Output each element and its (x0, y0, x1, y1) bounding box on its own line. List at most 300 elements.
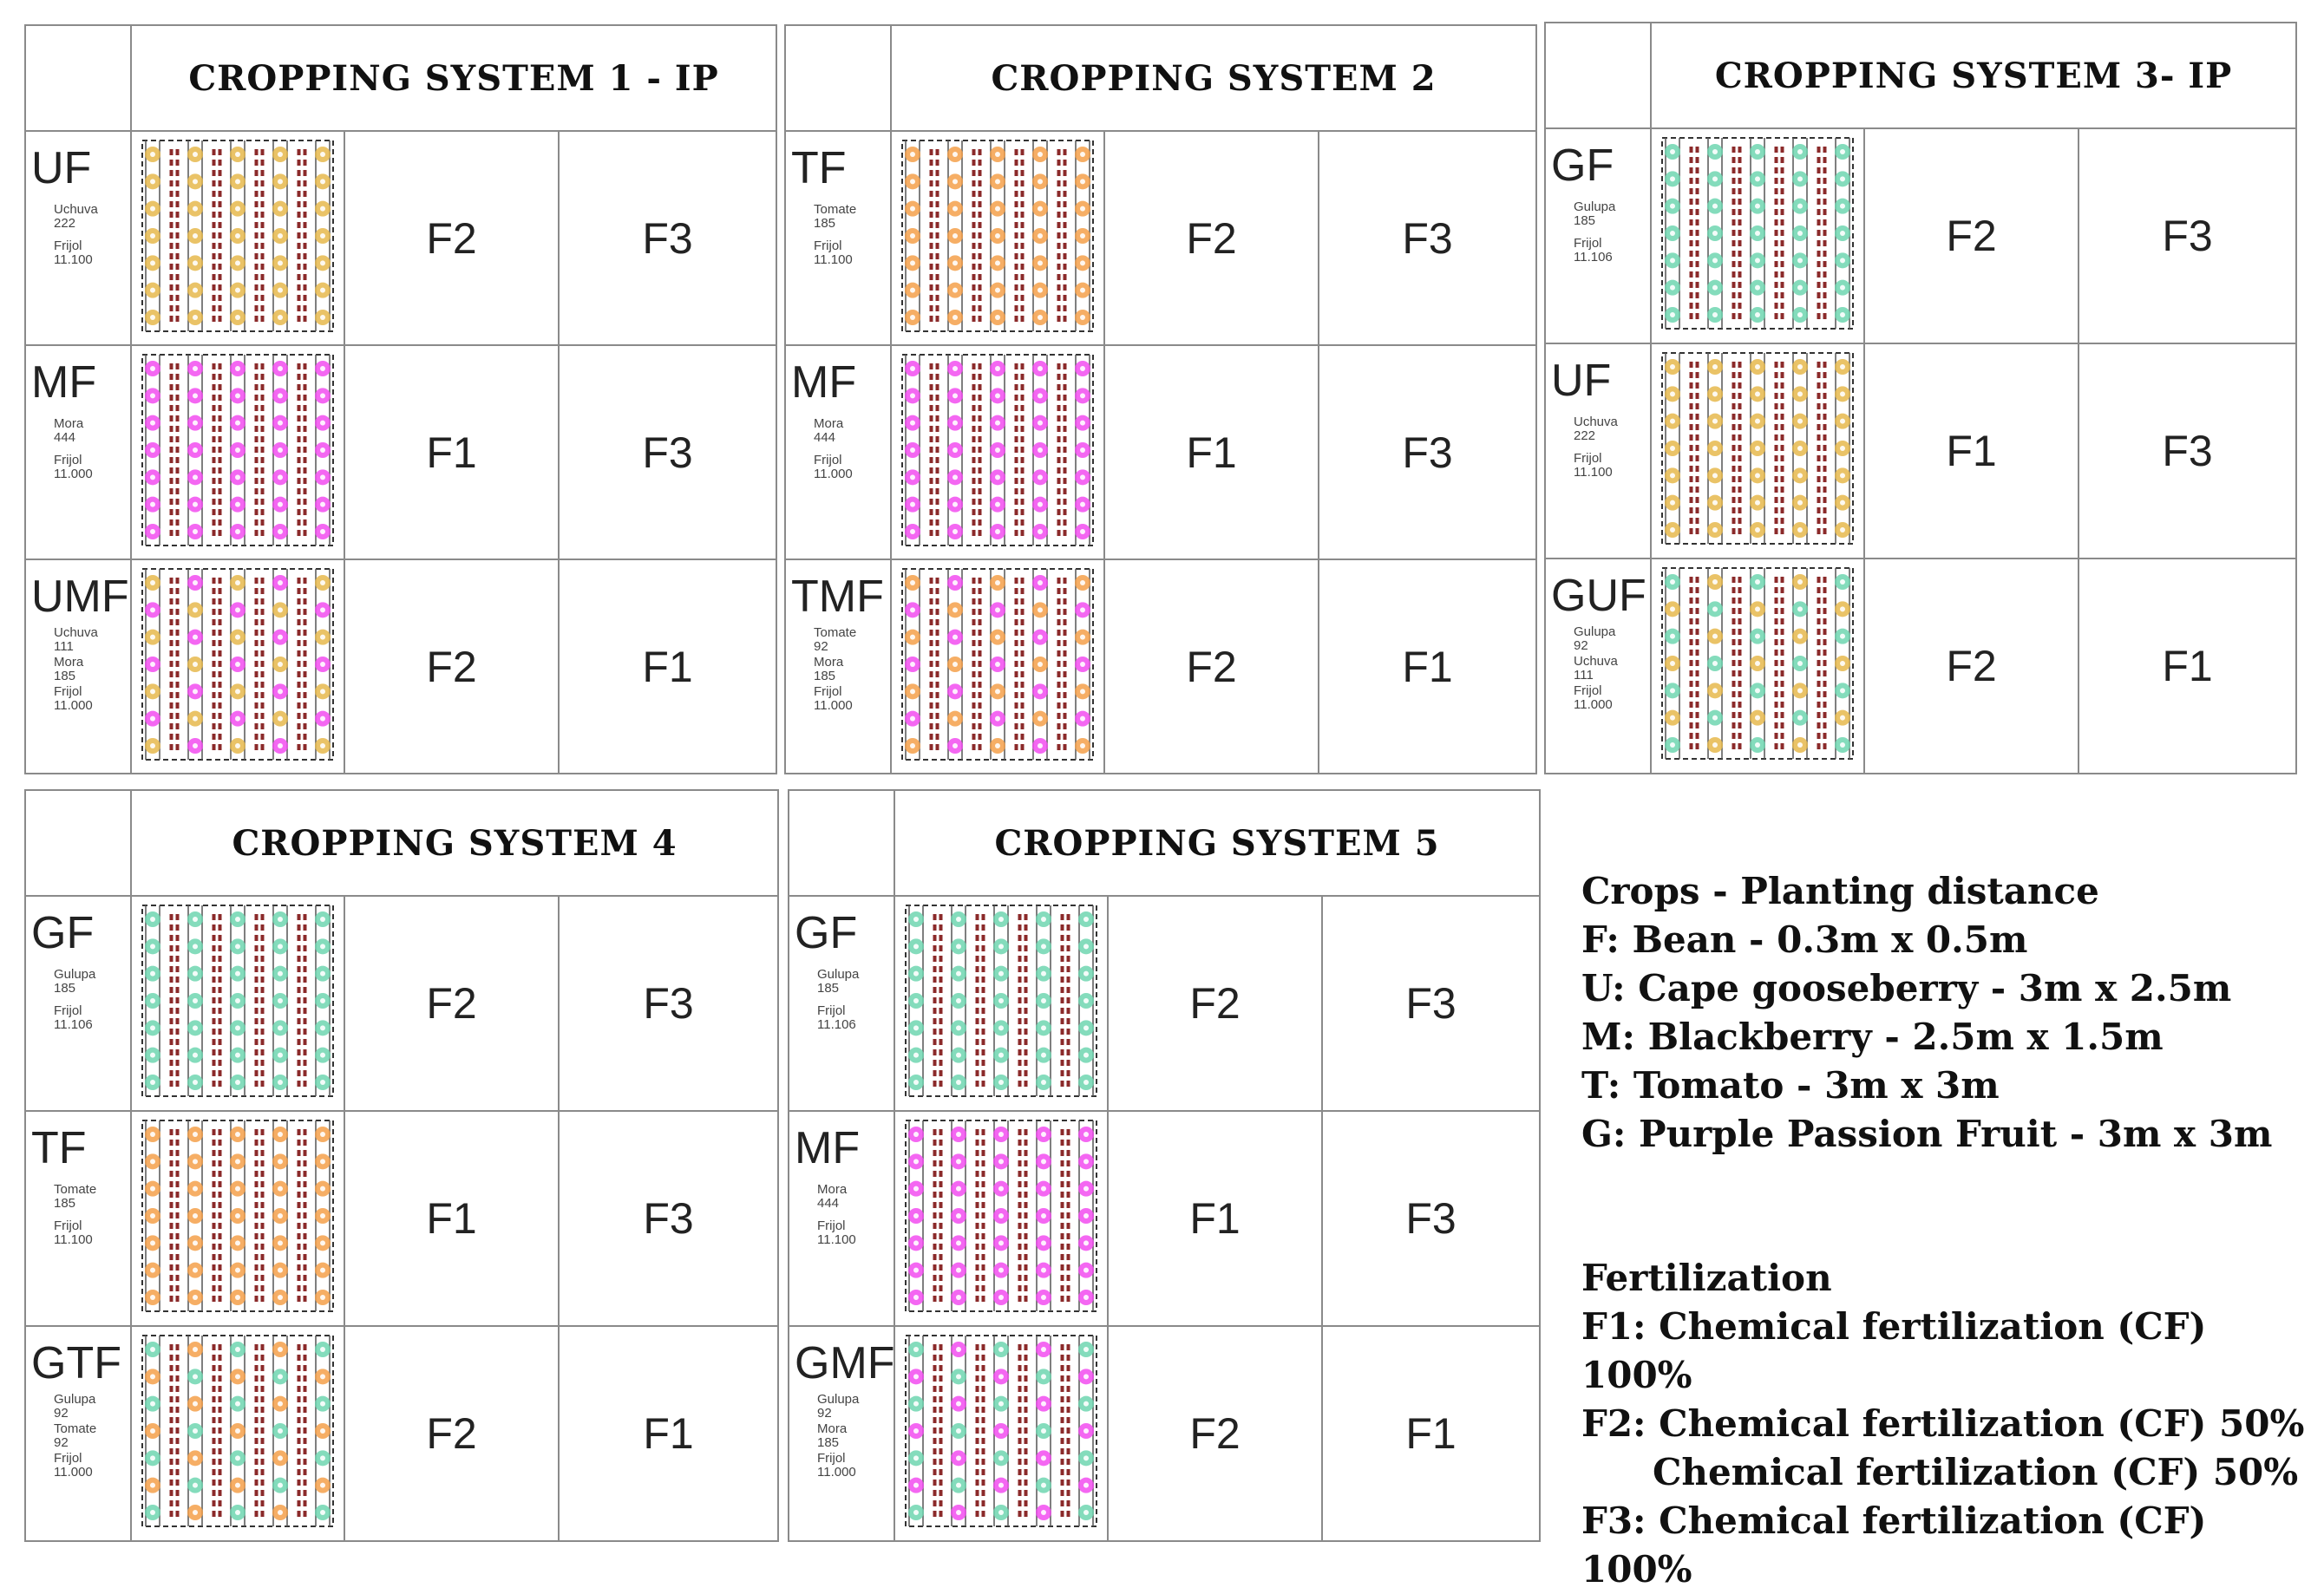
crop-plant-center (1041, 1428, 1046, 1434)
bean-plant (1738, 147, 1742, 153)
bean-plant (1690, 743, 1693, 749)
bean-plant (176, 640, 180, 646)
bean-plant (982, 1129, 985, 1135)
bean-plant (219, 682, 222, 688)
bean-plant (933, 1060, 937, 1066)
bean-plant (1018, 1344, 1022, 1350)
crop-name: Tomate (54, 1421, 97, 1436)
crop-count: 185 (814, 669, 836, 683)
bean-plant (213, 713, 216, 719)
bean-plant (1057, 436, 1061, 442)
crop-plant-center (193, 1213, 198, 1218)
crop-plant-center (998, 1295, 1004, 1300)
bean-plant (933, 1448, 937, 1454)
bean-plant (939, 1375, 943, 1382)
crop-plant-center (1670, 204, 1675, 209)
bean-plant (982, 1171, 985, 1177)
plot-layout-cell (1652, 344, 1865, 558)
fertilization-cell: F3 (1402, 428, 1453, 477)
crop-plant-center (913, 998, 919, 1003)
bean-plant (219, 1396, 222, 1402)
crop-plant-center (150, 206, 155, 212)
bean-plant (1817, 598, 1821, 604)
bean-plant (170, 1396, 173, 1402)
crop-plant-center (1840, 231, 1845, 236)
legend-fert-item: Chemical fertilization (CF) 50% (1653, 1451, 2299, 1493)
crop-plant-center (1083, 1268, 1089, 1273)
crop-plant-center (1670, 285, 1675, 291)
bean-plant (219, 180, 222, 186)
treatment-code: GMF (795, 1338, 895, 1388)
bean-plant (304, 447, 307, 453)
crop-count: 185 (817, 1435, 840, 1450)
bean-plant (1775, 282, 1778, 288)
bean-plant (972, 284, 976, 291)
bean-plant (1018, 1490, 1022, 1496)
bean-plant (1061, 1029, 1064, 1035)
bean-plant (1018, 956, 1022, 962)
bean-plant (939, 987, 943, 993)
bean-plant (261, 180, 265, 186)
bean-plant (1057, 630, 1061, 636)
crop-plant-center (320, 1483, 325, 1488)
bean-plant (979, 253, 982, 259)
bean-plant (972, 734, 976, 740)
bean-plant (298, 1511, 301, 1517)
bean-plant (170, 415, 173, 421)
crop-plant-center (278, 998, 283, 1003)
bean-plant (176, 305, 180, 311)
bean-plant (972, 609, 976, 615)
bean-plant (255, 1386, 259, 1392)
bean-plant (1015, 274, 1018, 280)
crop-plant-center (1080, 421, 1085, 426)
bean-plant (1025, 1365, 1028, 1371)
bean-plant (1732, 230, 1736, 236)
bean-plant (304, 744, 307, 750)
bean-plant (1057, 467, 1061, 474)
bean-plant (979, 692, 982, 698)
bean-plant (1057, 530, 1061, 536)
crop-plant-center (1712, 715, 1718, 721)
bean-plant (255, 180, 259, 186)
bean-plant (170, 436, 173, 442)
crop-density (795, 1183, 894, 1211)
crop-plant-center (150, 393, 155, 398)
bean-plant (1781, 393, 1784, 399)
plot-layout-cell (1652, 129, 1865, 343)
crop-plant-center (1840, 688, 1845, 693)
bean-plant (213, 1459, 216, 1465)
bean-plant (1817, 414, 1821, 420)
bean-plant (261, 1490, 265, 1496)
plot-layout-diagram (141, 1117, 335, 1315)
bean-plant (1823, 209, 1827, 215)
bean-plant (972, 723, 976, 729)
bean-plant (1018, 1171, 1022, 1177)
fertilization-cell: F2 (345, 897, 560, 1110)
bean-plant (176, 1264, 180, 1271)
bean-plant (976, 1427, 979, 1434)
bean-plant (213, 405, 216, 411)
bean-plant (298, 191, 301, 197)
crop-plant-center (150, 288, 155, 293)
bean-plant (979, 284, 982, 291)
bean-plant (972, 415, 976, 421)
crop-count: 11.100 (1574, 465, 1613, 480)
bean-plant (936, 650, 939, 657)
bean-plant (261, 650, 265, 657)
bean-plant (930, 598, 933, 604)
bean-plant (298, 630, 301, 636)
bean-plant (982, 966, 985, 972)
bean-plant (255, 253, 259, 259)
crop-density (31, 968, 130, 996)
bean-plant (304, 243, 307, 249)
crop-plant-center (1755, 661, 1760, 666)
bean-plant (1738, 167, 1742, 173)
bean-plant (176, 734, 180, 740)
bean-plant (176, 243, 180, 249)
bean-plant (1781, 188, 1784, 194)
bean-plant (1015, 160, 1018, 166)
bean-plant (298, 1049, 301, 1055)
cropping-system-1 (24, 24, 777, 774)
system-header (789, 791, 1539, 897)
crop-plant-center (910, 607, 915, 612)
bean-plant (1025, 945, 1028, 951)
bean-plant (930, 149, 933, 155)
crop-plant-center (1083, 1510, 1089, 1515)
bean-plant (298, 1480, 301, 1486)
bean-plant (255, 363, 259, 369)
bean-plant (1696, 681, 1699, 687)
bean-plant (1067, 1396, 1070, 1402)
crop-plant-center (193, 716, 198, 722)
crop-plant-center (998, 1374, 1004, 1379)
bean-plant (1018, 1459, 1022, 1465)
bean-plant (219, 1233, 222, 1239)
bean-plant (936, 253, 939, 259)
bean-plant (933, 1029, 937, 1035)
bean-plant (219, 415, 222, 421)
bean-plant (298, 457, 301, 463)
bean-plant (261, 1407, 265, 1413)
crop-name: Frijol (54, 238, 82, 253)
bean-plant (936, 734, 939, 740)
bean-plant (298, 1212, 301, 1218)
bean-plant (939, 1140, 943, 1146)
crop-plant-center (1840, 419, 1845, 424)
crop-plant-center (995, 421, 1000, 426)
bean-plant (170, 1129, 173, 1135)
bean-plant (219, 935, 222, 941)
bean-plant (939, 945, 943, 951)
bean-plant (1732, 240, 1736, 246)
crop-density (1551, 655, 1650, 683)
bean-plant (1064, 598, 1067, 604)
bean-plant (976, 1375, 979, 1382)
crop-plant-center (910, 447, 915, 453)
legend-fert-item: F1: Chemical fertilization (CF) 100% (1581, 1305, 2207, 1396)
bean-plant (261, 734, 265, 740)
crop-plant-center (193, 1295, 198, 1300)
bean-plant (1067, 1081, 1070, 1087)
bean-plant (936, 426, 939, 432)
crop-plant-center (320, 1159, 325, 1164)
bean-plant (1775, 497, 1778, 503)
bean-plant (1025, 1427, 1028, 1434)
bean-plant (1690, 219, 1693, 225)
bean-plant (972, 316, 976, 322)
crop-list (31, 968, 130, 1032)
bean-plant (1775, 230, 1778, 236)
bean-plant (304, 734, 307, 740)
bean-plant (304, 640, 307, 646)
fertilization-cell: F1 (345, 1112, 560, 1325)
crop-density (791, 656, 890, 683)
crop-plant-center (1797, 715, 1803, 721)
bean-plant (213, 1438, 216, 1444)
bean-plant (304, 305, 307, 311)
crop-plant-center (150, 1080, 155, 1085)
bean-plant (1057, 170, 1061, 176)
bean-plant (930, 519, 933, 526)
bean-plant (213, 274, 216, 280)
bean-plant (304, 713, 307, 719)
bean-plant (1064, 713, 1067, 719)
bean-plant (933, 1469, 937, 1475)
bean-plant (939, 1365, 943, 1371)
crop-plant-center (910, 152, 915, 157)
crop-list (791, 417, 890, 481)
bean-plant (176, 530, 180, 536)
bean-plant (1067, 956, 1070, 962)
bean-plant (972, 682, 976, 688)
bean-plant (213, 1150, 216, 1156)
bean-plant (1817, 670, 1821, 676)
crop-plant-center (193, 1401, 198, 1407)
bean-plant (1021, 295, 1025, 301)
bean-plant (976, 1490, 979, 1496)
crop-plant-center (913, 917, 919, 922)
treatment-code: MF (791, 357, 857, 408)
bean-plant (261, 149, 265, 155)
bean-plant (304, 619, 307, 625)
bean-plant (982, 1344, 985, 1350)
crop-plant-center (193, 315, 198, 320)
bean-plant (1057, 212, 1061, 218)
crop-plant-center (320, 580, 325, 585)
crop-plant-center (1080, 288, 1085, 293)
crop-plant-center (995, 743, 1000, 748)
header-corner (786, 26, 892, 130)
bean-plant (1781, 178, 1784, 184)
crop-density (1551, 237, 1650, 265)
bean-plant (213, 160, 216, 166)
bean-plant (1021, 436, 1025, 442)
bean-plant (933, 1129, 937, 1135)
crop-plant-center (193, 998, 198, 1003)
bean-plant (982, 997, 985, 1003)
bean-plant (176, 212, 180, 218)
bean-plant (261, 1275, 265, 1281)
plot-row (789, 1112, 1539, 1327)
plot-layout-cell (892, 132, 1105, 344)
bean-plant (1057, 232, 1061, 238)
crop-plant-center (1080, 474, 1085, 480)
bean-plant (1061, 997, 1064, 1003)
bean-plant (170, 1375, 173, 1382)
bean-plant (1021, 530, 1025, 536)
bean-plant (176, 264, 180, 270)
bean-plant (1025, 1008, 1028, 1014)
bean-plant (972, 640, 976, 646)
crop-count: 11.106 (54, 1017, 93, 1032)
bean-plant (304, 1018, 307, 1024)
crop-density (791, 239, 890, 267)
bean-plant (1690, 733, 1693, 739)
crop-plant-center (1797, 231, 1803, 236)
bean-plant (1021, 395, 1025, 401)
bean-plant (1775, 240, 1778, 246)
bean-plant (1781, 219, 1784, 225)
bean-plant (255, 1438, 259, 1444)
bean-plant (1057, 744, 1061, 750)
bean-plant (1025, 1060, 1028, 1066)
bean-plant (1021, 274, 1025, 280)
bean-plant (261, 305, 265, 311)
bean-plant (1781, 691, 1784, 697)
bean-plant (1061, 914, 1064, 920)
crop-plant-center (235, 607, 240, 612)
bean-plant (1738, 251, 1742, 257)
bean-plant (261, 1171, 265, 1177)
bean-plant (176, 1171, 180, 1177)
bean-plant (298, 977, 301, 983)
cropping-system-5 (788, 789, 1541, 1542)
crop-plant-center (150, 366, 155, 371)
bean-plant (298, 232, 301, 238)
bean-plant (933, 1417, 937, 1423)
bean-plant (304, 914, 307, 920)
bean-plant (1696, 507, 1699, 513)
bean-plant (1057, 578, 1061, 584)
crop-plant-center (995, 260, 1000, 265)
bean-plant (1738, 660, 1742, 666)
bean-plant (213, 447, 216, 453)
bean-plant (261, 1417, 265, 1423)
bean-plant (261, 284, 265, 291)
bean-plant (976, 1365, 979, 1371)
plot-row (786, 346, 1535, 560)
bean-plant (170, 609, 173, 615)
bean-plant (176, 509, 180, 515)
bean-plant (982, 914, 985, 920)
bean-plant (304, 682, 307, 688)
crop-plant-center (193, 1347, 198, 1352)
bean-plant (933, 1407, 937, 1413)
bean-plant (930, 588, 933, 594)
bean-plant (261, 509, 265, 515)
treatment-code: GF (31, 908, 95, 958)
bean-plant (1018, 1254, 1022, 1260)
bean-plant (219, 149, 222, 155)
bean-plant (1015, 734, 1018, 740)
bean-plant (1025, 1081, 1028, 1087)
system-header (786, 26, 1535, 132)
bean-plant (219, 274, 222, 280)
crop-plant-center (278, 233, 283, 238)
bean-plant (1696, 528, 1699, 534)
bean-plant (213, 222, 216, 228)
bean-plant (1061, 1150, 1064, 1156)
crop-name: Frijol (1574, 236, 1602, 251)
bean-plant (213, 1233, 216, 1239)
crop-plant-center (1080, 716, 1085, 722)
cropping-system-3 (1544, 22, 2297, 774)
bean-plant (1025, 1264, 1028, 1271)
bean-plant (1823, 691, 1827, 697)
bean-plant (972, 598, 976, 604)
bean-plant (1781, 702, 1784, 708)
bean-plant (972, 650, 976, 657)
bean-plant (1781, 722, 1784, 728)
bean-plant (1021, 598, 1025, 604)
bean-plant (1775, 691, 1778, 697)
crop-plant-center (998, 1053, 1004, 1058)
crop-plant-center (995, 152, 1000, 157)
bean-plant (1061, 1417, 1064, 1423)
crop-name: Frijol (817, 1451, 846, 1466)
crop-plant-center (150, 1240, 155, 1245)
bean-plant (1696, 639, 1699, 645)
bean-plant (930, 384, 933, 390)
bean-plant (219, 1490, 222, 1496)
bean-plant (976, 1018, 979, 1024)
bean-plant (1781, 681, 1784, 687)
crop-plant-center (995, 529, 1000, 534)
bean-plant (170, 997, 173, 1003)
bean-plant (939, 1427, 943, 1434)
bean-plant (170, 1285, 173, 1291)
bean-plant (1690, 518, 1693, 524)
bean-plant (219, 519, 222, 526)
bean-plant (1015, 374, 1018, 380)
bean-plant (972, 744, 976, 750)
bean-plant (1064, 682, 1067, 688)
bean-plant (982, 1480, 985, 1486)
bean-plant (304, 1396, 307, 1402)
bean-plant (304, 264, 307, 270)
bean-plant (1732, 261, 1736, 267)
bean-plant (170, 284, 173, 291)
bean-plant (1057, 284, 1061, 291)
bean-plant (219, 295, 222, 301)
bean-plant (976, 1060, 979, 1066)
bean-plant (933, 1344, 937, 1350)
bean-plant (1018, 945, 1022, 951)
bean-plant (1732, 639, 1736, 645)
treatment-code: GF (1551, 140, 1614, 191)
crop-density (31, 656, 130, 683)
crop-plant-center (150, 447, 155, 453)
crop-plant-center (320, 662, 325, 667)
bean-plant (1696, 434, 1699, 441)
crop-plant-center (1755, 579, 1760, 585)
bean-plant (304, 1511, 307, 1517)
bean-plant (170, 149, 173, 155)
